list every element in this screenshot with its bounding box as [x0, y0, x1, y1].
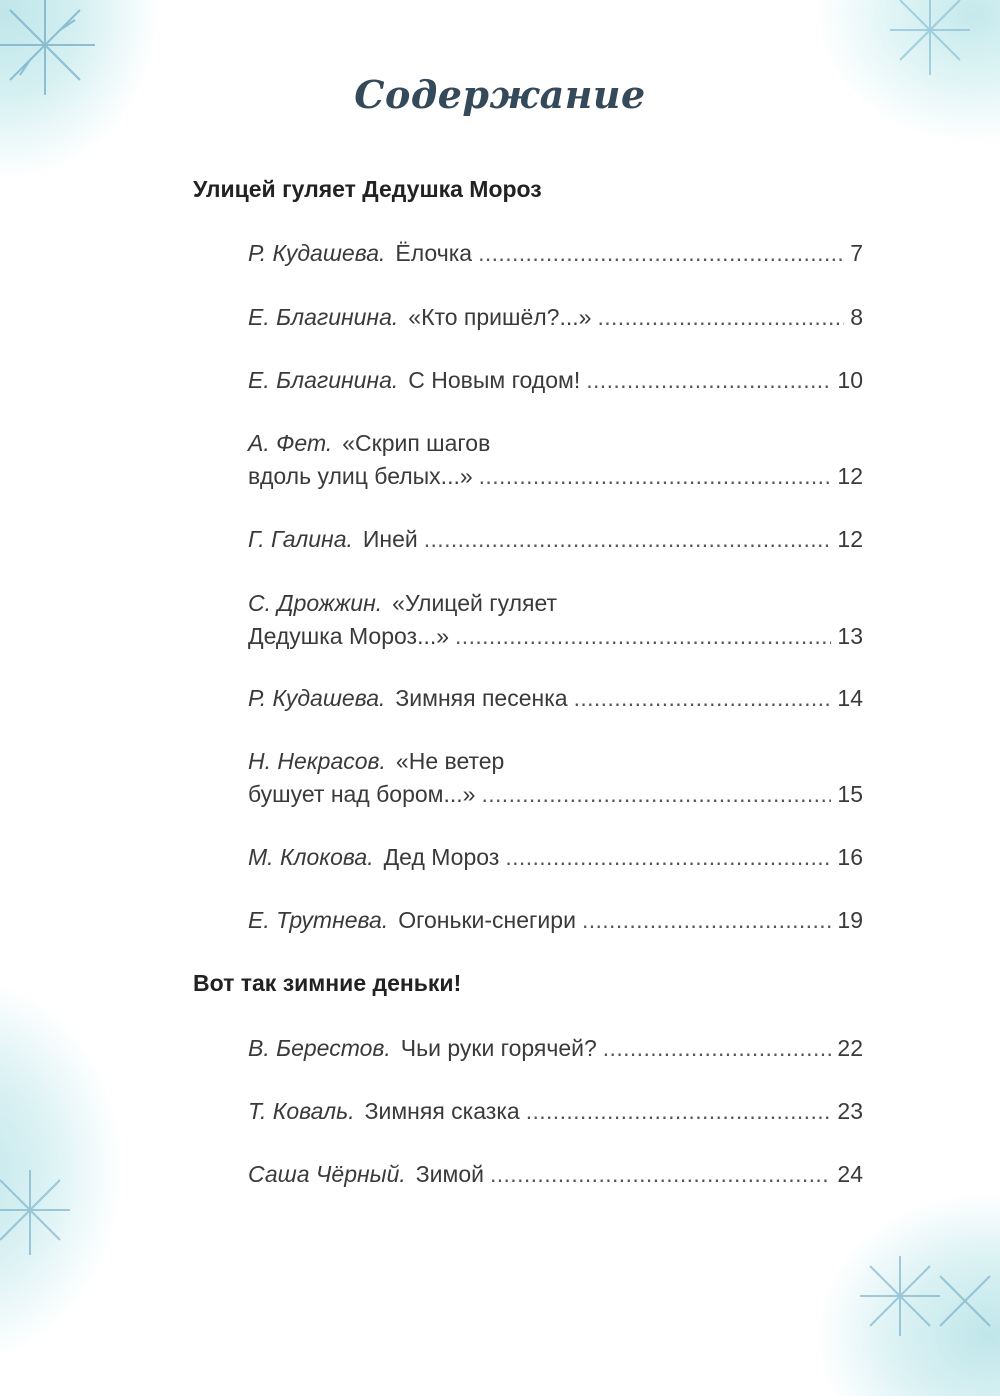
entry-title: «Кто пришёл?...»: [408, 304, 592, 330]
entry-title: Дедушка Мороз...»: [248, 623, 450, 649]
entry-title: Огоньки-снегири: [398, 907, 576, 933]
snowflake-icon: [0, 1120, 80, 1320]
dot-leader: [597, 301, 844, 334]
entry-author: Е. Благинина.: [248, 367, 399, 393]
toc-entry[interactable]: [248, 237, 863, 270]
dot-leader: [481, 778, 831, 811]
entry-author: В. Берестов.: [248, 1035, 391, 1061]
entry-page-number: 14: [837, 685, 863, 711]
entry-title: Зимняя сказка: [364, 1098, 520, 1124]
entry-page-number: 13: [837, 623, 863, 649]
entry-page-number: 24: [837, 1161, 863, 1187]
toc-entry[interactable]: [248, 682, 863, 715]
entry-title: Чьи руки горячей?: [400, 1035, 597, 1061]
entry-page-number: 10: [837, 367, 863, 393]
entry-title: Иней: [362, 526, 418, 552]
entry-author: А. Фет.: [248, 430, 333, 456]
toc-entry[interactable]: [248, 841, 863, 874]
entry-title-line1: «Не ветер: [395, 748, 505, 774]
entry-page-number: 12: [837, 526, 863, 552]
entry-author: Т. Коваль.: [248, 1098, 355, 1124]
dot-leader: [574, 682, 832, 715]
toc-entry[interactable]: [248, 1095, 863, 1128]
entry-page-number: 22: [837, 1035, 863, 1061]
dot-leader: [479, 460, 832, 493]
toc-entry[interactable]: [248, 523, 863, 556]
toc-entry[interactable]: [248, 1032, 863, 1065]
dot-leader: [455, 620, 831, 653]
entry-author: Е. Благинина.: [248, 304, 399, 330]
section-heading: Вот так зимние деньки!: [193, 970, 462, 996]
entry-author: Саша Чёрный.: [248, 1161, 406, 1187]
toc-entry[interactable]: [248, 301, 863, 334]
entry-page-number: 16: [837, 844, 863, 870]
entry-author: Е. Трутнева.: [248, 907, 389, 933]
entry-page-number: 19: [837, 907, 863, 933]
toc-entry[interactable]: [248, 587, 863, 653]
dot-leader: [490, 1158, 831, 1191]
toc-entry[interactable]: [248, 427, 863, 493]
entry-title: Зимой: [415, 1161, 484, 1187]
toc-entry[interactable]: [248, 1158, 863, 1191]
dot-leader: [526, 1095, 832, 1128]
dot-leader: [505, 841, 831, 874]
dot-leader: [603, 1032, 832, 1065]
entry-title: Дед Мороз: [383, 844, 500, 870]
entry-author: Р. Кудашева.: [248, 685, 386, 711]
toc-entry[interactable]: [248, 364, 863, 397]
entry-page-number: 7: [850, 240, 863, 266]
entry-title: Ёлочка: [395, 240, 473, 266]
dot-leader: [582, 904, 831, 937]
toc-entry[interactable]: [248, 904, 863, 937]
entry-page-number: 15: [837, 781, 863, 807]
entry-author: Г. Галина.: [248, 526, 353, 552]
entry-author: М. Клокова.: [248, 844, 374, 870]
entry-author: Р. Кудашева.: [248, 240, 386, 266]
entry-title: вдоль улиц белых...»: [248, 463, 473, 489]
dot-leader: [478, 237, 844, 270]
entry-title: С Новым годом!: [408, 367, 581, 393]
entry-author: Н. Некрасов.: [248, 748, 386, 774]
dot-leader: [424, 523, 832, 556]
snowflake-icon: [850, 1226, 1000, 1336]
entry-title-line1: «Скрип шагов: [342, 430, 491, 456]
entry-title: Зимняя песенка: [395, 685, 568, 711]
dot-leader: [586, 364, 831, 397]
entry-page-number: 12: [837, 463, 863, 489]
entry-title: бушует над бором...»: [248, 781, 476, 807]
page-title: Содержание: [354, 72, 646, 117]
entry-page-number: 23: [837, 1098, 863, 1124]
entry-page-number: 8: [850, 304, 863, 330]
section-heading: Улицей гуляет Дедушка Мороз: [193, 176, 542, 202]
toc-entry[interactable]: [248, 745, 863, 811]
entry-title-line1: «Улицей гуляет: [392, 590, 558, 616]
entry-author: С. Дрожжин.: [248, 590, 383, 616]
